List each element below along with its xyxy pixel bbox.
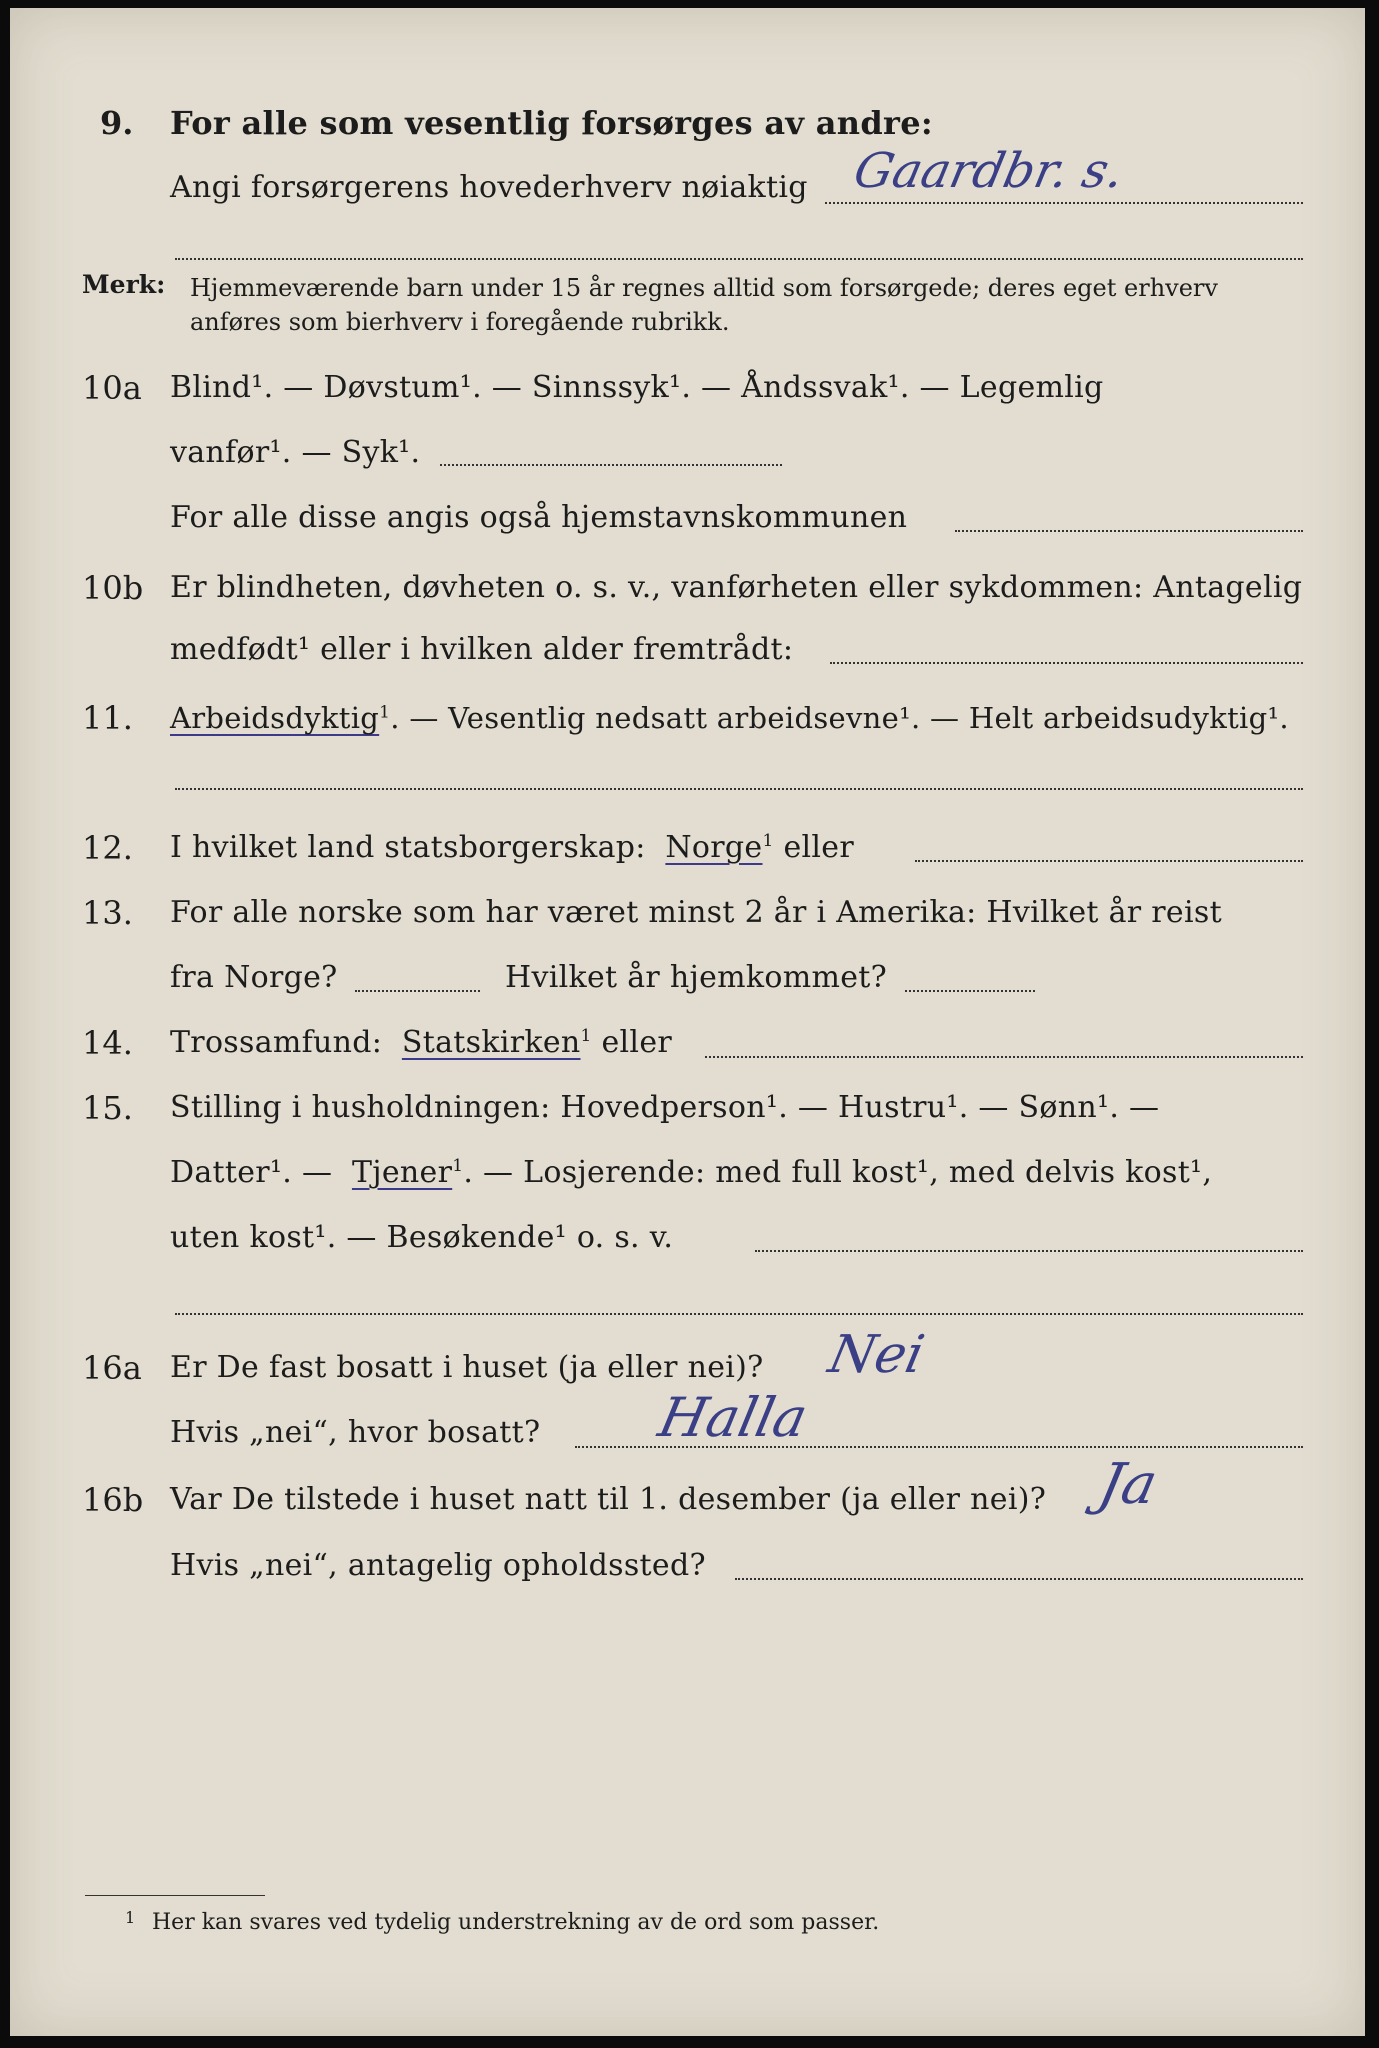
q12-question: I hvilket land statsborgerskap: [170,830,646,865]
q14-eller: eller [601,1025,673,1060]
q10b-number: 10b [82,569,144,607]
q9-question: For alle som vesentlig forsørges av andre: [170,104,933,142]
footnote-mark: 1 [125,1908,136,1927]
q16a-handwritten-answer-1: Nei [823,1325,930,1385]
q15-losjerende: . — Losjerende: med full kost¹, med delvis kost¹, [463,1155,1213,1190]
q10a-kommune-line [955,530,1303,532]
q14-label: Trossamfund: [170,1025,383,1060]
q13-year-left-line [355,990,480,992]
q10b-line-2: medfødt¹ eller i hvilken alder fremtrådt: [170,632,794,667]
q10a-line-2: vanfør¹. — Syk¹. [170,435,421,470]
q13-line-2a: fra Norge? [170,960,338,995]
q10a-number: 10a [82,369,142,407]
q14-footnote-ref: 1 [580,1026,592,1046]
q11-extra-line [175,788,1303,790]
q12-number: 12. [82,829,133,867]
q14-underlined-statskirken: Statskirken [401,1025,581,1060]
q16b-handwritten-answer-1: Ja [1093,1452,1163,1517]
q11-rest: . — Vesentlig nedsatt arbeidsevne¹. — Helt arbeidsudyktig¹. [390,701,1289,735]
q15-line-3: uten kost¹. — Besøkende¹ o. s. v. [170,1220,674,1255]
q13-line-2b: Hvilket år hjemkommet? [505,960,888,995]
q11-footnote-ref: 1 [379,702,391,723]
q16b-line-2: Hvis „nei“, antagelig opholdssted? [170,1548,706,1583]
q10a-line-1: Blind¹. — Døvstum¹. — Sinnssyk¹. — Åndssvak¹. — Legemlig [170,370,1104,405]
q11-line [170,698,1289,738]
q13-number: 13. [82,894,133,932]
q12-eller: eller [783,830,855,865]
q12-line [170,828,854,868]
footnote-rule [85,1895,265,1896]
q16b-opholdssted-line [735,1578,1303,1580]
q13-year-home-line [905,990,1035,992]
census-form-page [10,8,1365,2036]
q16a-number: 16a [82,1349,142,1387]
merk-line-2: anføres som bierhverv i foregående rubrikk. [190,308,730,336]
q15-extra-line [175,1313,1303,1315]
q9-handwritten-answer: Gaardbr. s. [849,143,1130,199]
q14-line [170,1023,672,1063]
footnote-text: Her kan svares ved tydelig understrekning av de ord som passer. [152,1910,880,1935]
q16a-line-1: Er De fast bosatt i huset (ja eller nei)? [170,1350,764,1385]
q14-answer-line [705,1056,1303,1058]
q11-number: 11. [82,699,133,737]
q10a-answer-line [440,464,782,466]
q16b-line-1: Var De tilstede i huset natt til 1. desember (ja eller nei)? [170,1482,1047,1517]
q14-number: 14. [82,1024,133,1062]
q15-line-2 [170,1153,1212,1193]
q16a-line-2: Hvis „nei“, hvor bosatt? [170,1415,541,1450]
q9-number: 9. [100,104,134,142]
q12-underlined-norge: Norge [665,830,763,865]
q15-answer-line [755,1250,1303,1252]
q16b-number: 16b [82,1481,144,1519]
q15-line-1: Stilling i husholdningen: Hovedperson¹. — Hustru¹. — Sønn¹. — [170,1090,1160,1125]
q9-answer-line [825,202,1303,204]
q15-underlined-tjener: Tjener [351,1155,453,1190]
q15-datter: Datter¹. — [170,1155,333,1190]
q13-line-1: For alle norske som har været minst 2 år i Amerika: Hvilket år reist [170,895,1222,930]
q15-footnote-ref: 1 [452,1156,464,1176]
q12-answer-line [915,860,1303,862]
q12-footnote-ref: 1 [762,831,774,851]
merk-label: Merk: [82,270,166,299]
q16a-handwritten-answer-2: Halla [653,1386,813,1449]
merk-line-1: Hjemmeværende barn under 15 år regnes alltid som forsørgede; deres eget erhverv [190,274,1218,302]
q9-extra-line [175,258,1303,260]
q10b-answer-line [830,662,1303,664]
q10b-line-1: Er blindheten, døvheten o. s. v., vanførheten eller sykdommen: Antagelig [170,570,1303,605]
q10a-line-3: For alle disse angis også hjemstavnskommunen [170,500,908,535]
q15-number: 15. [82,1089,133,1127]
q11-underlined-arbeidsdyktig: Arbeidsdyktig [170,701,380,735]
q9-prompt: Angi forsørgerens hovederhverv nøiaktig [170,170,808,205]
